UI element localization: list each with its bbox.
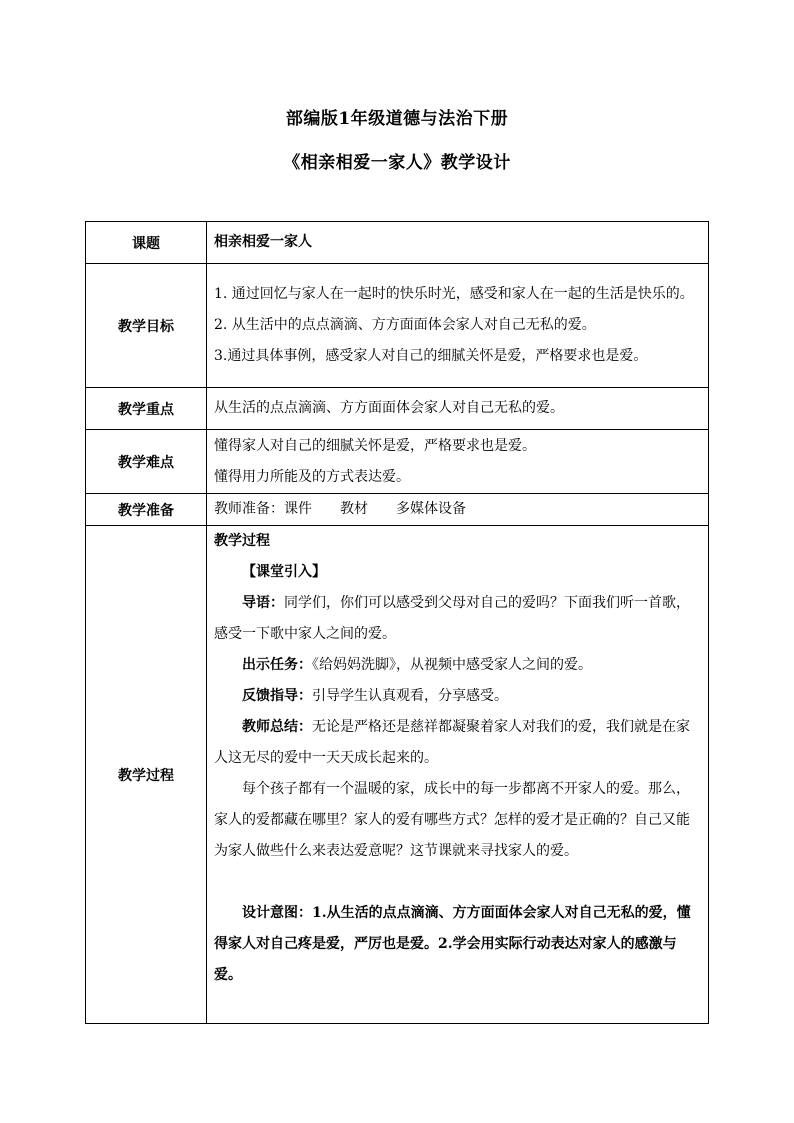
task-label: 出示任务： [242,657,312,673]
table-row [86,526,709,1024]
goal-item: 1. 通过回忆与家人在一起时的快乐时光，感受和家人在一起的生活是快乐的。 [214,286,694,302]
preparation-label: 教学准备 [86,494,207,526]
guide-paragraph [214,588,702,650]
process-label: 教学过程 [86,526,207,1024]
difficulty-item: 懂得用力所能及的方式表达爱。 [214,468,410,485]
intro-paragraph: 每个孩子都有一个温暖的家，成长中的每一步都离不开家人的爱。那么，家人的爱都藏在哪里？家人的爱有哪些方式？怎样的爱才是正确的？自己又能为家人做些什么来表达爱意呢？这节课就来寻找家人的爱。 [214,781,690,859]
summary-text: 无论是严格还是慈祥都凝聚着家人对我们的爱，我们就是在家人这无尽的爱中一天天成长起来的。 [214,719,690,766]
document-title: 部编版1年级道德与法治下册 [285,109,509,129]
lesson-plan-table [85,221,709,1024]
goal-item: 2. 从生活中的点点滴滴、方方面面体会家人对自己无私的爱。 [214,317,596,333]
preparation-value: 教师准备：课件 教材 多媒体设备 [207,494,709,526]
table-row [86,264,709,388]
key-points-value: 从生活的点点滴滴、方方面面体会家人对自己无私的爱。 [207,388,709,430]
goals-label: 教学目标 [86,264,207,388]
guide-text: 同学们，你们可以感受到父母对自己的爱吗？下面我们听一首歌，感受一下歌中家人之间的爱。 [214,595,690,642]
table-row [86,388,709,430]
goals-content [207,264,709,388]
feedback-paragraph [214,681,702,712]
design-intent: 设计意图：1.从生活的点点滴滴、方方面面体会家人对自己无私的爱，懂得家人对自己疼是爱，严厉也是爱。2.学会用实际行动表达对家人的感激与爱。 [214,905,691,983]
process-heading: 教学过程 [214,533,270,549]
section-title: 【课堂引入】 [242,564,326,580]
guide-label: 导语： [242,595,284,611]
topic-label: 课题 [86,222,207,264]
table-row [86,494,709,526]
difficulties-content [207,430,709,494]
blank-line [214,867,702,898]
feedback-text: 引导学生认真观看，分享感受。 [312,688,508,704]
document-subtitle: 《相亲相爱一家人》教学设计 [283,153,511,173]
difficulty-item: 懂得家人对自己的细腻关怀是爱，严格要求也是爱。 [214,437,536,454]
task-text: 《给妈妈洗脚》，从视频中感受家人之间的爱。 [312,657,592,673]
key-points-label: 教学重点 [86,388,207,430]
task-paragraph [214,650,702,681]
table-row [86,430,709,494]
difficulties-label: 教学难点 [86,430,207,494]
feedback-label: 反馈指导： [242,688,312,704]
summary-paragraph [214,712,702,774]
process-content [207,526,709,1024]
goal-item: 3.通过具体事例，感受家人对自己的细腻关怀是爱，严格要求也是爱。 [214,348,648,364]
topic-value: 相亲相爱一家人 [207,222,709,264]
summary-label: 教师总结： [242,719,312,735]
table-row [86,222,709,264]
